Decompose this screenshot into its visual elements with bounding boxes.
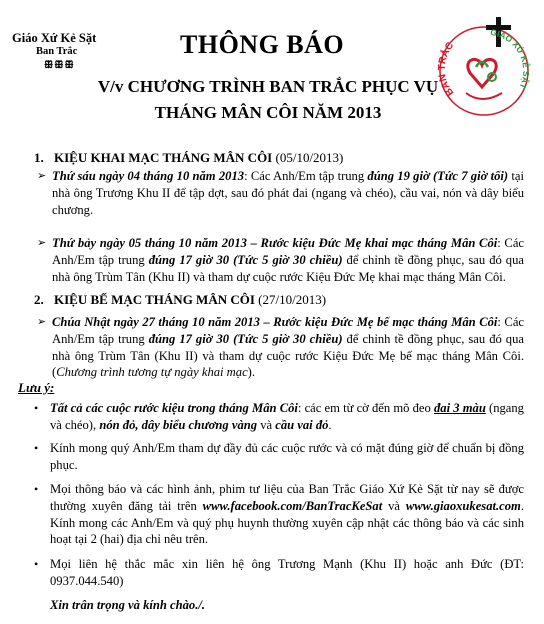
parish-name: Giáo Xứ Kẻ Sặt <box>12 31 97 45</box>
arrow-bullet-icon: ➢ <box>37 237 47 249</box>
group-name: Ban Trắc <box>36 46 78 57</box>
ornament: ꕥꕥꕥ <box>44 60 75 71</box>
section-1-heading: 1. KIỆU KHAI MẠC THÁNG MÂN CÔI (05/10/2013) <box>34 150 344 165</box>
note-label: Lưu ý: <box>18 380 55 395</box>
closing-line: Xin trân trọng và kính chào./. <box>50 598 206 612</box>
section-1-item-2: ➢ Thứ bảy ngày 05 tháng 10 năm 2013 – Rước kiệu Đức Mẹ khai mạc tháng Mân Côi: Các Anh/Em tập trung đúng 17 giờ 30 (Tức 5 giờ 30 chiều) để chỉnh tề đồng phục, sau đó qua nhà ông Trùm Tân (Khu II) và tham dự cuộc rước Kiệu Đức Mẹ khai mạc tháng Mân Côi. <box>37 236 525 284</box>
website-link: www.giaoxukesat.com <box>405 498 521 513</box>
subtitle-line-2: THÁNG MÂN CÔI NĂM 2013 <box>154 103 382 122</box>
logo-text-right: GIÁO XỨ KẺ SẶT <box>489 26 532 91</box>
note-2: • Kính mong quý Anh/Em tham dự đầy đủ các cuộc rước và có mặt đúng giờ để chuẩn bị đồng phục. <box>34 441 524 472</box>
logo-text-left: BAN TRẮC <box>436 40 457 98</box>
arrow-bullet-icon: ➢ <box>37 170 47 182</box>
facebook-link: www.facebook.com/BanTracKeSat <box>202 498 383 513</box>
ban-trac-logo <box>432 15 536 119</box>
section-2-item-1: ➢ Chúa Nhật ngày 27 tháng 10 năm 2013 – Rước kiệu Đức Mẹ bế mạc tháng Mân Côi: Các Anh/Em tập trung đúng 17 giờ 30 (Tức 5 giờ 30 chiều) để chỉnh tề đồng phục, sau đó qua nhà ông Trùm Tân (Khu II) và tham dự cuộc rước Kiệu Đức Mẹ bế mạc tháng Mân Côi. (Chương trình tương tự ngày khai mạc). <box>37 315 524 380</box>
arrow-bullet-icon: ➢ <box>37 316 47 328</box>
page-title: THÔNG BÁO <box>180 30 345 59</box>
note-1: • Tất cả các cuộc rước kiệu trong tháng Mân Côi: các em từ cờ đến mõ đeo đai 3 màu (ngang và chéo), nón đỏ, dây biểu chương vàng và cầu vai đỏ. <box>34 401 524 432</box>
note-3: • Mọi thông báo và các hình ảnh, phim tư liệu của Ban Trắc Giáo Xứ Kẻ Sặt từ nay sẽ được thường xuyên đăng tải trên www.facebook.com/BanTracKeSat và www.giaoxukesat.com. Kính mong các Anh/Em và quý phụ huynh thường xuyên cập nhật các thông báo và các sinh hoạt tại 2 (hai) địa chỉ nêu trên. <box>34 482 524 547</box>
note-4: • Mọi liên hệ thắc mắc xin liên hệ ông Trương Mạnh (Khu II) hoặc anh Đức (ĐT: 0937.044.540) <box>34 557 524 588</box>
section-1-item-1: ➢ Thứ sáu ngày 04 tháng 10 năm 2013: Các Anh/Em tập trung đúng 19 giờ (Tức 7 giờ tối) tại nhà ông Trương Khu II để tập dợt, sau đó phát đai (ngang và chéo), cầu vai, nón và dây biểu chương. <box>37 169 524 217</box>
subtitle-line-1: V/v CHƯƠNG TRÌNH BAN TRẮC PHỤC VỤ <box>97 77 439 96</box>
section-2-heading: 2. KIỆU BẾ MẠC THÁNG MÂN CÔI (27/10/2013) <box>34 292 327 307</box>
